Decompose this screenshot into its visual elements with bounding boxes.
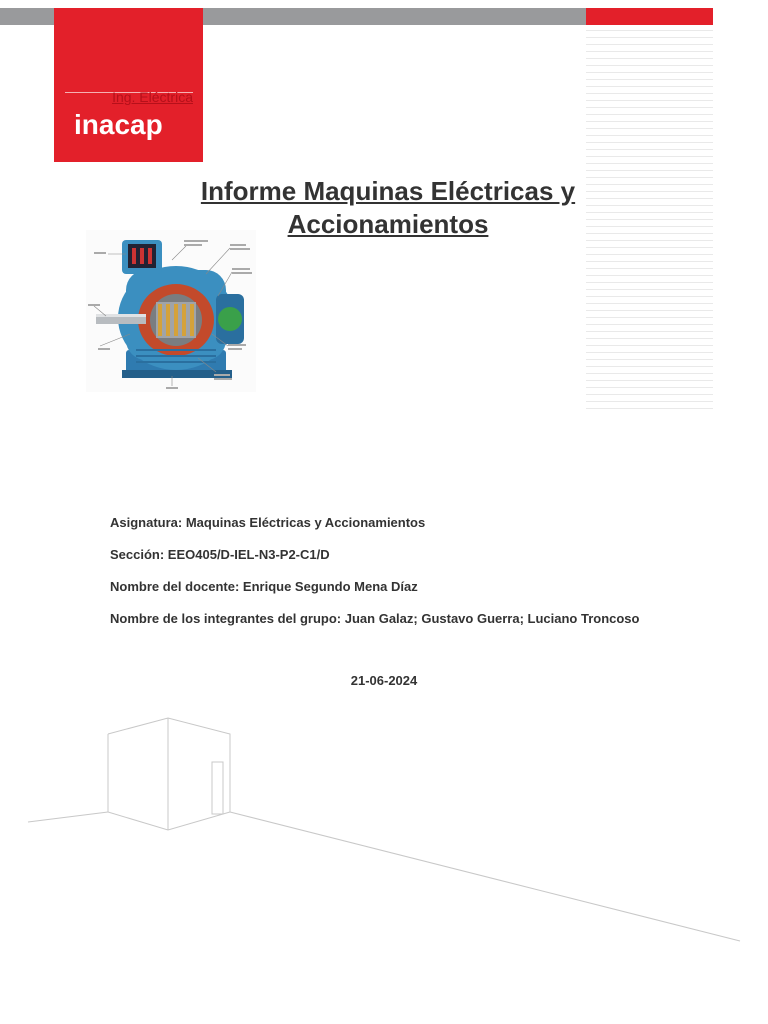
top-gray-bar-left: [0, 8, 54, 25]
asignatura-line: Asignatura: Maquinas Eléctricas y Accionamientos: [110, 515, 426, 530]
logo-subtitle: Ing. Eléctrica: [112, 89, 193, 105]
title-line-2: Accionamientos: [287, 209, 489, 239]
seccion-line: Sección: EEO405/D-IEL-N3-P2-C1/D: [110, 547, 330, 562]
title-line-1: Informe Maquinas Eléctricas y: [200, 176, 576, 206]
top-gray-bar-right: [203, 8, 586, 25]
logo-subtitle-line: [65, 89, 193, 105]
integrantes-line: Nombre de los integrantes del grupo: Juan Galaz; Gustavo Guerra; Luciano Troncoso: [110, 611, 640, 626]
electric-motor-icon: [86, 230, 256, 392]
document-date: 21-06-2024: [350, 673, 418, 688]
inacap-logo: [54, 8, 203, 162]
docente-line: Nombre del docente: Enrique Segundo Mena Díaz: [110, 579, 418, 594]
top-red-bar: [586, 8, 713, 25]
building-icon: [0, 700, 768, 960]
logo-brand: inacap: [74, 109, 163, 140]
